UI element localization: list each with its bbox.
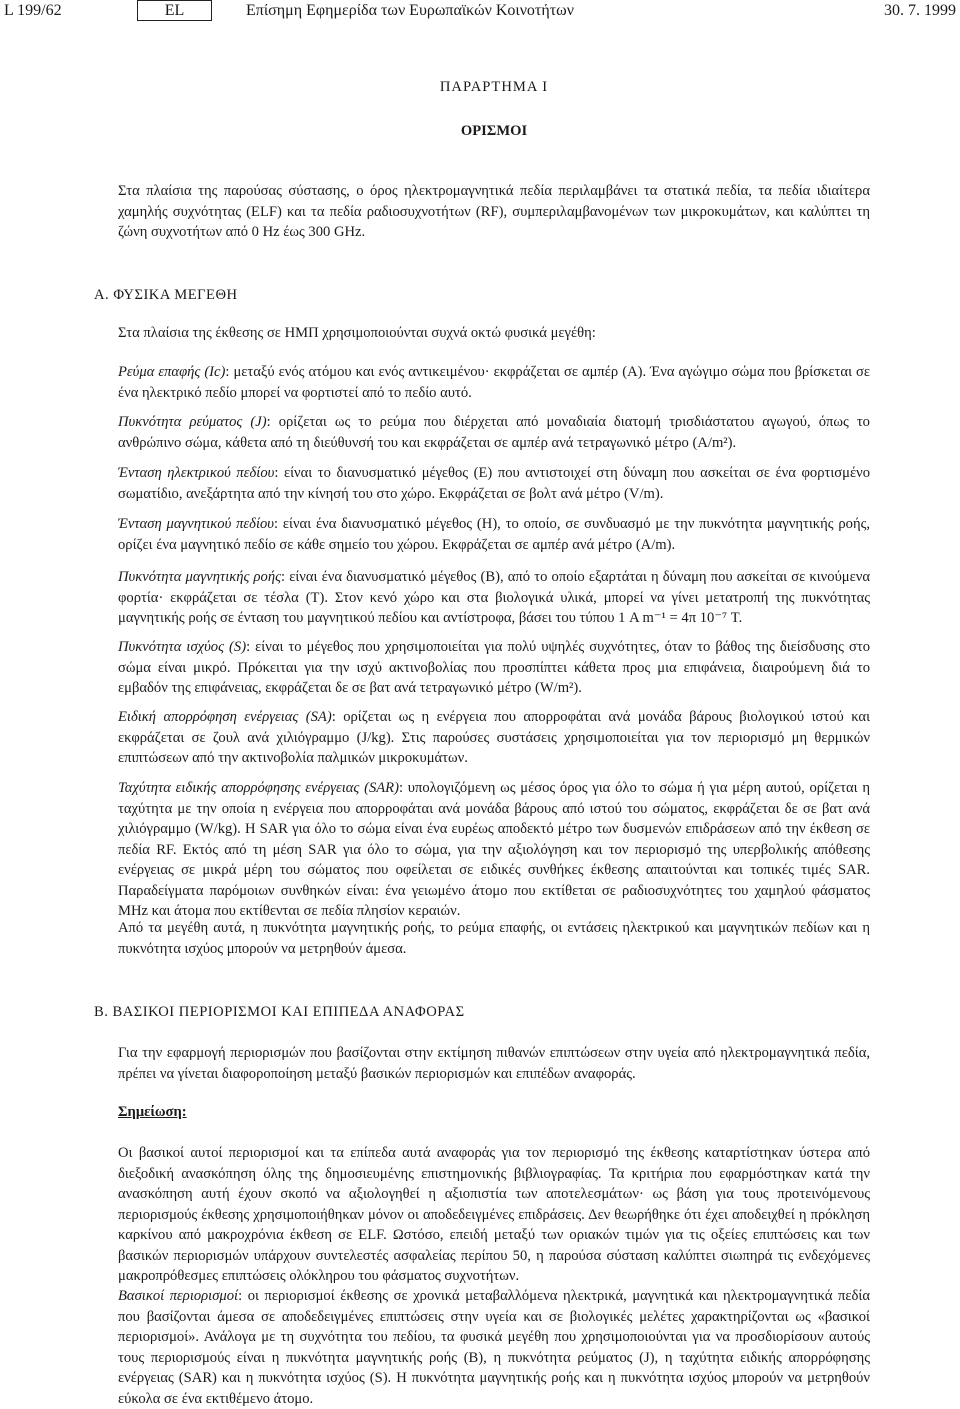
definition-magnetic-flux: [118, 567, 870, 629]
basic-restrictions-text: : οι περιορισμοί έκθεσης σε χρονικά μεταβαλλόμενα ηλεκτρικά, μαγνητικά και ηλεκτρομαγνητικά πεδία που βασίζονται άμεσα σε αποδεδειγμένες επιπτώσεις στην υγεία και σε βιολογικές μελέτες χαρακτηρίζονται ως «βασικοί περιορισμοί». Ανάλογα με τη συχνότητα του πεδίου, τα φυσικά μεγέθη που χρησιμοποιούνται για να προσδιορίσουν αυτούς τους περιορισμούς είναι η πυκνότητα μαγνητικής ροής (B), η πυκνότητα ρεύματος (J), η ταχύτητα ειδικής απορρόφησης ενέργειας (SAR) και η πυκνότητα ισχύος (S). Η πυκνότητα μαγνητικής ροής και η πυκνότητα ισχύος μπορούν να μετρηθούν εύκολα σε ένα εκτιθέμενο άτομο.: [118, 1288, 871, 1407]
definition-text: : υπολογιζόμενη ως μέσος όρος για όλο το σώμα ή για μέρη αυτού, ορίζεται η ταχύτητα με την οποία η ενέργεια που απορροφάται ανά μονάδα βάρους από ιστού του σώματος, εκφράζεται δε σε βατ ανά χιλιόγραμμο (W/kg). Η SAR για όλο το σώμα είναι ένα ευρέως αποδεκτό μέτρο των δυσμενών επιδράσεων από την έκθεση σε πεδία RF. Εκτός από τη μέση SAR για όλο το σώμα, για την αξιολόγηση και τον περιορισμό της υπερβολικής απόθεσης ενέργειας σε μικρά μέρη του σώματος που οφείλεται σε ειδικές συνθήκες έκθεσης απαιτούνται και τοπικές τιμές SAR. Παραδείγματα παρόμοιων συνθηκών είναι: ένα γειωμένο άτομο που εκτίθεται σε ραδιοσυχνότητες του χαμηλού φάσματος MHz και άτομα που εκτίθενται σε πεδία πλησίον κεραιών.: [118, 780, 870, 919]
note-paragraph: Οι βασικοί αυτοί περιορισμοί και τα επίπεδα αυτά αναφοράς για τον περιορισμό της έκθεσης καταρτίστηκαν ύστερα από διεξοδική ανασκόπηση όλης της δημοσιευμένης επιστημονικής βιβλιογραφίας. Τα κριτήρια που εφαρμόστηκαν κατά την ανασκόπηση αυτή έχουν σκοπό να αξιολογηθεί η αξιοπιστία των αποτελεσμάτων· ως βάση για τους προτεινόμενους περιορισμούς έκθεσης χρησιμοποιήθηκαν μόνον οι αποδεδειγμένες επιδράσεις. Δεν θεωρήθηκε ότι έχει αποδειχθεί η πρόκληση καρκίνου από μακροχρόνια έκθεση σε ELF. Ωστόσο, επειδή μεταξύ των οριακών τιμών για τις οξείες επιπτώσεις και των βασικών περιορισμών υπάρχουν συντελεστές ασφαλείας περίπου 50, η παρούσα σύσταση καλύπτει σιωπηρά τις ενδεχόμενες μακροπρόθεσμες επιπτώσεις ολόκληρου του φάσματος συχνοτήτων.: [118, 1145, 870, 1284]
definition-text: : ορίζεται ως το ρεύμα που διέρχεται από μοναδιαία διατομή τρισδιάστατου αγωγού, όπως το ανθρώπινο σώμα, κάθετα από τη διεύθυνσή του και εκφράζεται σε αμπέρ ανά τετραγωνικό μέτρο (A/m²).: [118, 414, 870, 451]
basic-restrictions-paragraph: [118, 1286, 870, 1409]
journal-title: Επίσημη Εφημερίδα των Ευρωπαϊκών Κοινοτήτων: [246, 2, 574, 19]
annex-title: ΠΑΡΑΡΤΗΜΑ I: [439, 79, 549, 95]
publication-date: 30. 7. 1999: [884, 2, 956, 19]
section-b-heading: Β. ΒΑΣΙΚΟΙ ΠΕΡΙΟΡΙΣΜΟΙ ΚΑΙ ΕΠΙΠΕΔΑ ΑΝΑΦΟΡΑΣ: [94, 1004, 465, 1020]
intro-paragraph: Στα πλαίσια της παρούσας σύστασης, ο όρος ηλεκτρομαγνητικά πεδία περιλαμβάνει τα στατικά πεδία, τα πεδία ιδιαίτερα χαμηλής συχνότητας (ELF) και τα πεδία ραδιοσυχνοτήτων (RF), συμπεριλαμβανομένων των μικροκυμάτων, και καλύπτει τη ζώνη συχνοτήτων από 0 Hz έως 300 GHz.: [118, 183, 870, 240]
section-a-closing: Από τα μεγέθη αυτά, η πυκνότητα μαγνητικής ροής, το ρεύμα επαφής, οι εντάσεις ηλεκτρικού και μαγνητικών πεδίων και η πυκνότητα ισχύος μπορούν να μετρηθούν άμεσα.: [118, 920, 870, 957]
definition-term: Ειδική απορρόφηση ενέργειας (SA): [118, 709, 332, 725]
definition-text: : είναι το διανυσματικό μέγεθος (E) που αντιστοιχεί στη δύναμη που ασκείται σε ένα φορτισμένο σωματίδιο, ανεξάρτητα από την κίνησή του στο χώρο. Εκφράζεται σε βολτ ανά μέτρο (V/m).: [118, 465, 870, 502]
section-b-lead: Για την εφαρμογή περιορισμών που βασίζονται στην εκτίμηση πιθανών επιπτώσεων στην υγεία από ηλεκτρομαγνητικά πεδία, πρέπει να γίνεται διαφοροποίηση μεταξύ βασικών περιορισμών και επιπέδων αναφοράς.: [118, 1045, 870, 1082]
definition-text: : είναι ένα διανυσματικό μέγεθος (H), το οποίο, σε συνδυασμό με την πυκνότητα μαγνητικής ροής, ορίζει ένα μαγνητικό πεδίο σε κάθε σημείο του χώρου. Εκφράζεται σε αμπέρ ανά μέτρο (A/m).: [118, 516, 871, 553]
definition-term: Πυκνότητα ισχύος (S): [118, 639, 247, 655]
language-code-box: EL: [137, 0, 212, 21]
definition-power-density: [118, 637, 870, 699]
definition-text: : μεταξύ ενός ατόμου και ενός αντικειμένου· εκφράζεται σε αμπέρ (A). Ένα αγώγιμο σώμα που βρίσκεται σε ένα ηλεκτρικό πεδίο μπορεί να φορτιστεί από το πεδίο αυτό.: [118, 364, 870, 401]
definition-magnetic-field: [118, 514, 870, 555]
definition-term: Ρεύμα επαφής (Ic): [118, 364, 226, 380]
page-header: [0, 0, 960, 24]
definition-contact-current: [118, 362, 870, 403]
note-heading: Σημείωση:: [118, 1104, 187, 1120]
definition-electric-field: [118, 463, 870, 504]
definition-term: Ένταση ηλεκτρικού πεδίου: [118, 465, 275, 481]
definition-term: Ένταση μαγνητικού πεδίου: [118, 516, 275, 532]
section-a-lead: Στα πλαίσια της έκθεσης σε ΗΜΠ χρησιμοποιούνται συχνά οκτώ φυσικά μεγέθη:: [118, 325, 596, 341]
definition-text: : είναι το μέγεθος που χρησιμοποιείται για πολύ υψηλές συχνότητες, όταν το βάθος της διείσδυσης στο σώμα είναι μικρό. Πρόκειται για την ισχύ ακτινοβολίας που προσπίπτει κάθετα προς μια επιφάνεια, διαιρούμενη διά το εμβαδόν της επιφάνειας, εκφράζεται δε σε βατ ανά τετραγωνικό μέτρο (W/m²).: [118, 639, 870, 696]
definition-text: : είναι ένα διανυσματικό μέγεθος (B), από το οποίο εξαρτάται η δύναμη που ασκείται σε κινούμενα φορτία· εκφράζεται σε τέσλα (T). Στον κενό χώρο και στα βιολογικά υλικά, μπορεί να γίνει μετατροπή της πυκνότητας μαγνητικής ροής σε ένταση του μαγνητικού πεδίου και αντίστροφα, βάσει του τύπου 1 A m⁻¹ = 4π 10⁻⁷ T.: [118, 569, 870, 626]
basic-restrictions-term: Βασικοί περιορισμοί: [118, 1288, 239, 1304]
definition-current-density: [118, 412, 870, 453]
page-number: L 199/62: [4, 2, 62, 19]
definition-term: Πυκνότητα ρεύματος (J): [118, 414, 267, 430]
definition-sar: [118, 778, 870, 922]
definition-text: : ορίζεται ως η ενέργεια που απορροφάται ανά μονάδα βάρους βιολογικού ιστού και εκφράζεται σε ζουλ ανά χιλιόγραμμο (J/kg). Στις παρούσες συστάσεις χρησιμοποιείται για τον περιορισμό μη θερμικών επιπτώσεων από την ακτινοβολία παλμικών μικροκυμάτων.: [118, 709, 870, 766]
section-a-heading: Α. ΦΥΣΙΚΑ ΜΕΓΕΘΗ: [94, 287, 238, 303]
definitions-title: ΟΡΙΣΜΟΙ: [460, 123, 528, 139]
note-heading-row: [118, 1102, 870, 1123]
definition-specific-absorption: [118, 707, 870, 769]
definition-term: Πυκνότητα μαγνητικής ροής: [118, 569, 282, 585]
definition-term: Ταχύτητα ειδικής απορρόφησης ενέργειας (SAR): [118, 780, 399, 796]
